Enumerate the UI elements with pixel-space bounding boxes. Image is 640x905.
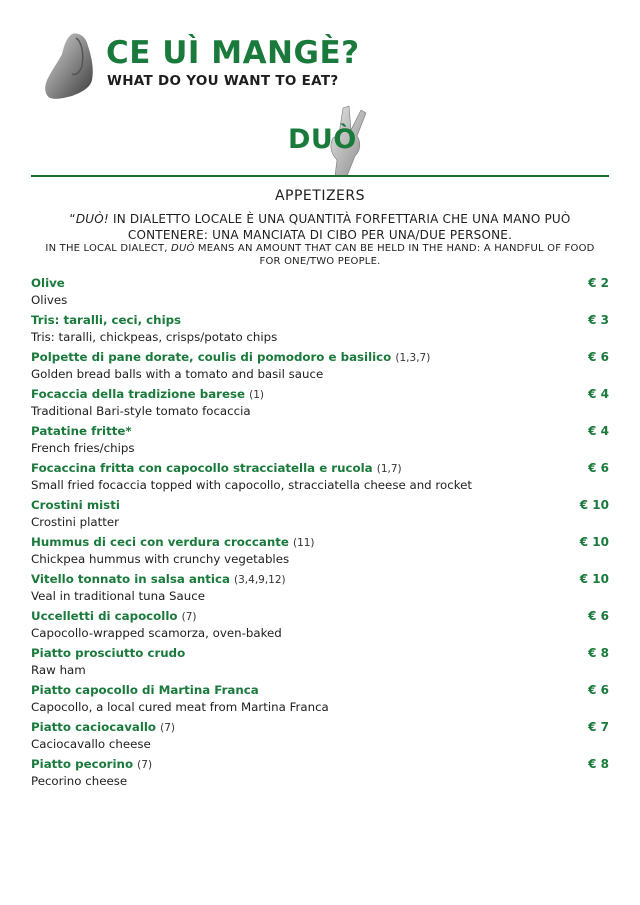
item-description: Capocollo-wrapped scamorza, oven-baked [31, 626, 282, 640]
item-name [31, 609, 609, 625]
item-description: Veal in traditional tuna Sauce [31, 589, 205, 603]
item-name-text: Crostini misti [31, 498, 120, 512]
item-price: € 6 [588, 350, 609, 364]
item-allergens: (7) [160, 722, 176, 734]
item-name-text: Piatto caciocavallo [31, 720, 157, 734]
page-subtitle: WHAT DO YOU WANT TO EAT? [107, 73, 339, 89]
item-name-text: Polpette di pane dorate, coulis di pomodoro e basilico [31, 350, 392, 364]
menu-item [31, 609, 609, 646]
item-description: Capocollo, a local cured meat from Martina Franca [31, 700, 329, 714]
item-name [31, 387, 609, 403]
intro-english-text: MEANS AN AMOUNT THAT CAN BE HELD IN THE HAND: A HANDFUL OF FOOD FOR ONE/TWO PEOPLE. [194, 243, 595, 267]
item-description: Pecorino cheese [31, 774, 128, 788]
item-allergens: (7) [137, 759, 153, 771]
intro-italian [40, 211, 600, 243]
item-allergens: (1) [249, 389, 264, 401]
section-title: APPETIZERS [274, 188, 366, 204]
item-price: € 8 [588, 646, 609, 660]
item-description: Small fried focaccia topped with capocollo, stracciatella cheese and rocket [31, 478, 473, 492]
menu-header [40, 30, 380, 100]
brand-name: DUÒ [288, 124, 357, 155]
item-price: € 6 [588, 609, 609, 623]
item-name-text: Tris: taralli, ceci, chips [31, 313, 182, 327]
menu-item [31, 757, 609, 794]
item-description: Chickpea hummus with crunchy vegetables [31, 552, 290, 566]
item-allergens: (7) [181, 611, 197, 623]
intro-quote: “ [69, 212, 76, 226]
item-price: € 4 [588, 387, 609, 401]
item-price: € 2 [588, 276, 609, 290]
item-name-text: Focaccina fritta con capocollo stracciatella e rucola [31, 461, 373, 475]
item-name [31, 757, 609, 773]
item-allergens: (3,4,9,12) [234, 574, 286, 586]
menu-item [31, 498, 609, 535]
pinched-fingers-hand-icon [42, 32, 98, 100]
item-description: Golden bread balls with a tomato and basil sauce [31, 367, 324, 381]
brand-logo [285, 104, 375, 176]
page-title: CE UÌ MANGÈ? [106, 35, 360, 71]
intro-english-emphasis: DUÒ [171, 243, 195, 254]
item-description: Crostini platter [31, 515, 119, 529]
item-allergens: (11) [292, 537, 315, 549]
item-name [31, 313, 609, 329]
intro-english-prefix: IN THE LOCAL DIALECT, [45, 243, 172, 254]
menu-item [31, 424, 609, 461]
menu-item [31, 720, 609, 757]
item-name-text: Focaccia della tradizione barese [31, 387, 246, 401]
item-price: € 4 [588, 424, 609, 438]
item-name [31, 646, 609, 662]
item-name [31, 350, 609, 366]
item-name [31, 498, 609, 514]
section-divider [31, 175, 609, 177]
menu-list [31, 276, 609, 794]
menu-item [31, 572, 609, 609]
item-name-text: Hummus di ceci con verdura croccante [31, 535, 289, 549]
item-price: € 10 [579, 572, 609, 586]
item-name-text: Piatto prosciutto crudo [31, 646, 186, 660]
item-name-text: Olive [31, 276, 65, 290]
item-description: Traditional Bari-style tomato focaccia [31, 404, 251, 418]
item-price: € 10 [579, 535, 609, 549]
menu-item [31, 313, 609, 350]
item-name [31, 720, 609, 736]
item-name [31, 424, 609, 440]
item-name [31, 276, 609, 292]
item-name-text: Patatine fritte* [31, 424, 132, 438]
intro-italian-text: IN DIALETTO LOCALE È UNA QUANTITÀ FORFETTARIA CHE UNA MANO PUÒ CONTENERE: UNA MANCIATA DI CIBO PER UNA/DUE PERSONE. [108, 212, 571, 242]
intro-english [40, 242, 600, 268]
item-name-text: Uccelletti di capocollo [31, 609, 178, 623]
item-description: Olives [31, 293, 68, 307]
intro-italian-emphasis: DUÒ! [75, 212, 109, 226]
menu-item [31, 683, 609, 720]
item-name-text: Piatto capocollo di Martina Franca [31, 683, 259, 697]
item-description: Tris: taralli, chickpeas, crisps/potato chips [31, 330, 278, 344]
menu-item [31, 387, 609, 424]
item-allergens: (1,3,7) [395, 352, 431, 364]
item-name [31, 535, 609, 551]
item-description: Raw ham [31, 663, 86, 677]
item-price: € 6 [588, 683, 609, 697]
menu-item [31, 646, 609, 683]
item-price: € 7 [588, 720, 609, 734]
item-name [31, 461, 609, 477]
item-description: Caciocavallo cheese [31, 737, 151, 751]
item-price: € 6 [588, 461, 609, 475]
item-price: € 3 [588, 313, 609, 327]
item-price: € 8 [588, 757, 609, 771]
item-name-text: Piatto pecorino [31, 757, 134, 771]
menu-item [31, 535, 609, 572]
menu-item [31, 276, 609, 313]
menu-item [31, 350, 609, 387]
item-description: French fries/chips [31, 441, 135, 455]
item-name [31, 683, 609, 699]
menu-item [31, 461, 609, 498]
item-name-text: Vitello tonnato in salsa antica [31, 572, 230, 586]
item-allergens: (1,7) [376, 463, 402, 475]
item-name [31, 572, 609, 588]
item-price: € 10 [579, 498, 609, 512]
